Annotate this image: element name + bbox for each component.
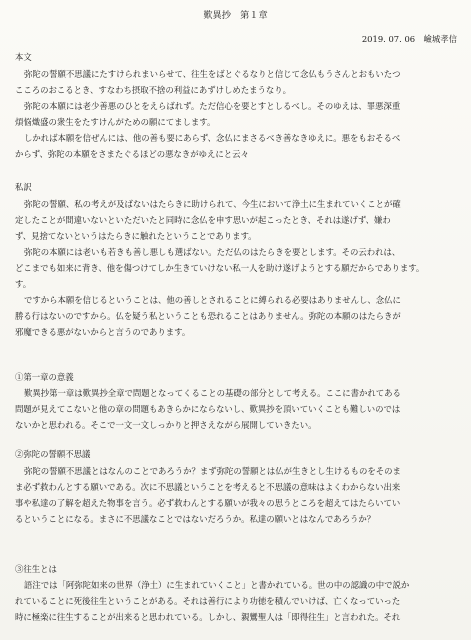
text-line: 事や私達の了解を超えた物事を言う。必ず救わんとする願いが我々の思うところを超えてはたらいてい [15,498,401,508]
text-line: しかれば本願を信ぜんには、他の善も要にあらず、念仏にまさるべき善なきゆえに。悪をもおそるべ [24,133,401,143]
text-line: ないかと思われる。そこで一文一文しっかりと押さえながら展開していきたい。 [15,420,317,430]
text-line: す。 [15,279,32,289]
text-line: ま必ず救わんとする願いである。次に不思議ということを考えると不思議の意味はよくわからない出来 [15,482,401,492]
text-line: 弥陀の本願には老いも若きも善し悪しも選ばない。ただ仏のはたらきを要とします。その云われは、 [24,247,401,257]
section-2-heading: ②弥陀の誓願不思議 [15,449,91,459]
text-line: ず、見捨てないというはたらきに触れたということであります。 [15,231,257,241]
text-line: 時に極楽に往生することが出来ると思われている。しかし、親鸞聖人は「即得往生」と言われた。それ [15,612,401,622]
text-line: 問題が見えてこないと他の章の問題もあきらかにならないし、歎異抄を頂いていくことも難しいのでは [15,404,401,414]
section-1-heading: ①第一章の意義 [15,372,74,382]
honbun-heading: 本文 [15,52,32,62]
text-line: 歎異抄第一章は歎異抄全章で問題となってくることの基礎の部分として考える。ここに書かれてある [24,388,401,398]
text-line: どこまでも如来に背き、他を傷つけてしか生きていけない私一人を助け遂げようとする願だからであります。 [15,263,425,273]
text-line: 弥陀の誓願不思議とはなんのことであろうか？まず弥陀の誓願とは仏が生きとし生けるものをそのま [24,466,401,476]
text-line: 煩悩熾盛の衆生をたすけんがための願にてまします。 [15,117,216,127]
section-3-heading: ③往生とは [15,564,57,574]
text-line: ですから本願を信じるということは、他の善しとされることに縛られる必要はありませんし、念仏に [24,295,401,305]
text-line: こころのおこるとき、すなわち摂取不捨の利益にあずけしめたまうなり。 [15,85,292,95]
text-line: 勝る行はないのですから。仏を疑う私ということも恐れることはありません。弥陀の本願のはたらきが [15,311,401,321]
date-author: 2019. 07. 06 嶮城孝信 [361,34,457,44]
shiyaku-heading: 私訳 [15,182,32,192]
document-title: 歎異抄 第１章 [203,10,268,21]
text-line: 弥陀の誓願不思議にたすけられまいらせて、往生をばとぐるなりと信じて念仏もうさんとおもいたつ [24,69,401,79]
text-line: からず、弥陀の本願をさまたぐるほどの悪なきがゆえにと云々 [15,149,249,159]
text-line: るということになる。まさに不思議なことではないだろうか。私達の願いとはなんであろうか？ [15,514,376,524]
text-line: れていることに死後往生ということがある。それは善行により功徳を積んでいけば、亡くなっていった [15,596,401,606]
text-line: 邪魔できる悪がないからと言うのであります。 [15,327,191,337]
text-line: 語注では「阿弥陀如来の世界（浄土）に生まれていくこと」と書かれている。世の中の認識の中で説か [24,580,410,590]
text-line: 弥陀の誓願、私の考えが及ばないはたらきに助けられて、今生において浄土に生まれていくことが確 [24,199,401,209]
text-line: 弥陀の本願には老少善悪のひとをえらばれず。ただ信心を要とすとしるべし。そのゆえは、罪悪深重 [24,101,401,111]
text-line: 定したことが間違いないといただいたと同時に念仏を申す思いが起こったとき、それは遂げず、嫌わ [15,215,391,225]
